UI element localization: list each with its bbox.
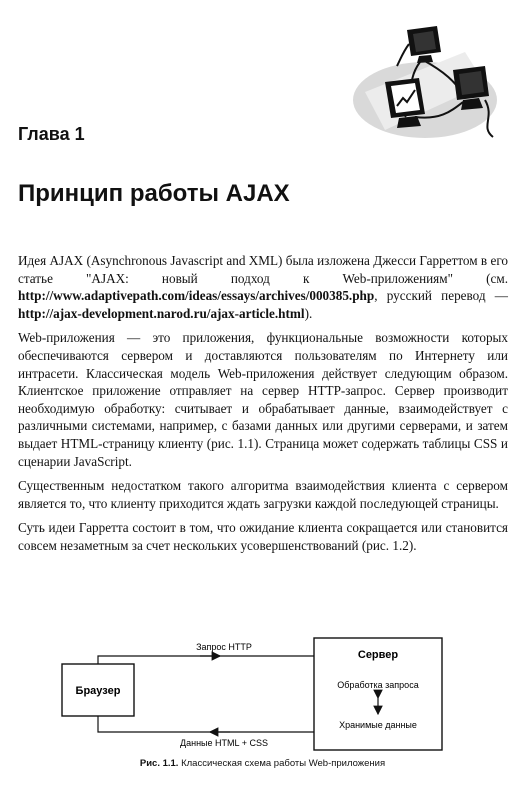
body-text [18, 252, 508, 562]
translation-link[interactable]: http://ajax-development.narod.ru/ajax-article.html [18, 305, 305, 321]
storage-label: Хранимые данные [339, 720, 417, 730]
chapter-title: Принцип работы AJAX [18, 180, 290, 207]
paragraph-1-part: Идея AJAX (Asynchronous Javascript and XML) была изложена Джесси Гарреттом в его статье "AJAX: новый подход к Web-приложениям" (см. [18, 253, 508, 286]
paragraph-1-part: , русский перевод — [374, 288, 508, 304]
response-line [98, 716, 314, 732]
processing-label: Обработка запроса [337, 680, 419, 690]
networked-computers-icon [345, 22, 505, 144]
article-link[interactable]: http://www.adaptivepath.com/ideas/essays/archives/000385.php [18, 288, 375, 304]
paragraph-1-part: ). [304, 305, 313, 321]
caption-text: Классическая схема работы Web-приложения [178, 758, 386, 769]
paragraph-3: Существенным недостатком такого алгоритма взаимодействия клиента с сервером является то, что клиенту приходится ждать загрузки каждой последующей страницы. [18, 478, 508, 511]
response-label: Данные HTML + CSS [180, 738, 268, 748]
caption-prefix: Рис. 1.1. [139, 758, 179, 769]
figure-caption [0, 758, 525, 769]
server-label: Сервер [357, 649, 399, 661]
paragraph-4: Суть идеи Гарретта состоит в том, что ожидание клиента сокращается или становится совсем незаметным за счет нескольких усовершенствований (рис. 1.2). [18, 520, 508, 553]
request-label: Запрос HTTP [196, 642, 252, 652]
request-line [98, 656, 314, 664]
figure-diagram [60, 636, 444, 752]
browser-label: Браузер [75, 685, 121, 697]
paragraph-1 [18, 252, 508, 322]
chapter-label: Глава 1 [18, 124, 85, 144]
paragraph-2: Web-приложения — это приложения, функциональные возможности которых обеспечиваются сервером и доставляются пользователям по Интернету или интрасети. Классическая модель Web-приложения действует следующим образом. Клиентское приложение отправляет на сервер HTTP-запрос. Сервер производит необходимую обработку: считывает и обрабатывает данные, взаимодействует с различными системами, например, с базами данных или другими серверами, и затем выдает HTML-страницу клиенту (рис. 1.1). Страница может содержать таблицы CSS и сценарии JavaScript. [18, 330, 508, 469]
